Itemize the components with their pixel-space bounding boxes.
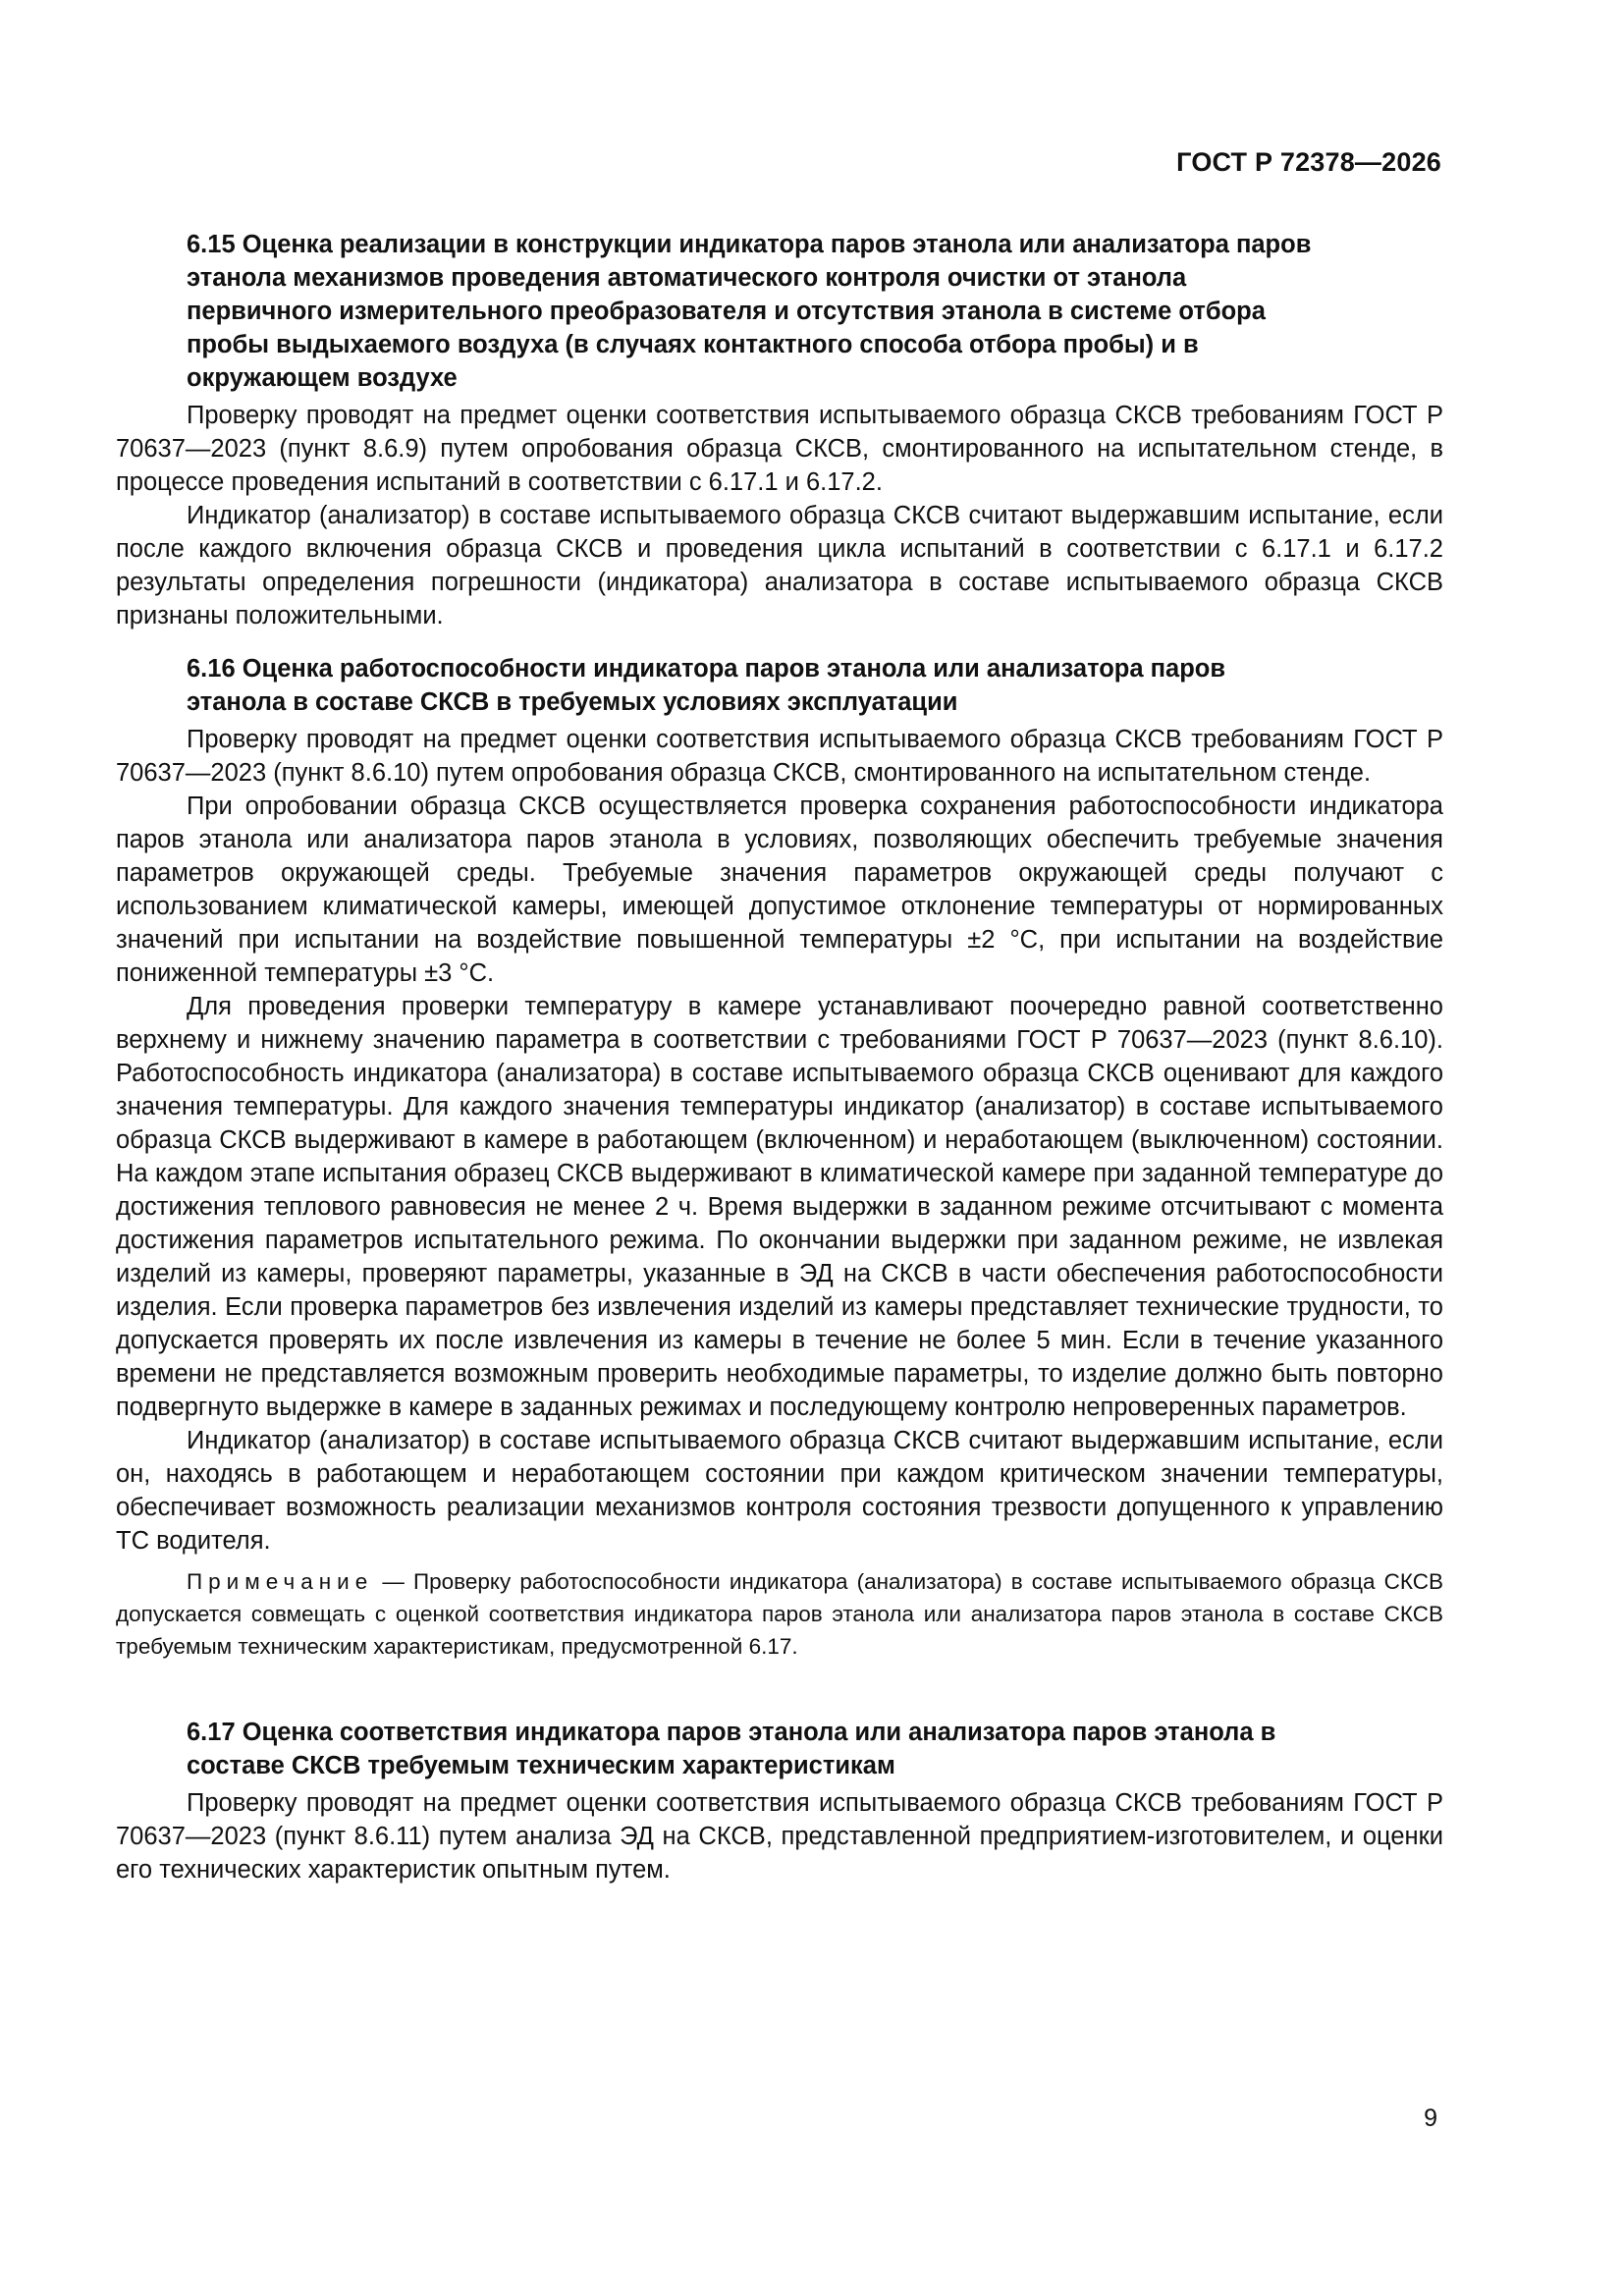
paragraph: Индикатор (анализатор) в составе испытываемого образца СКСВ считают выдержавшим испытание, если после каждого включения образца СКСВ и проведения цикла испытаний в соответствии с 6.17.1 и 6.17.2 результаты определения погрешности (индикатора) анализатора в составе испытываемого образца СКСВ признаны положительными. xyxy=(116,502,1443,629)
document-body xyxy=(116,228,1443,1906)
section-heading: 6.15 Оценка реализации в конструкции индикатора паров этанола или анализатора паров этанола механизмов проведения автоматического контроля очистки от этанола первичного измерительного преобразователя и отсутствия этанола в системе отбора пробы выдыхаемого воздуха (в случаях контактного способа отбора пробы) и в окружающем воздухе xyxy=(187,231,1312,392)
paragraph: Для проведения проверки температуру в камере устанавливают поочередно равной соответственно верхнему и нижнему значению параметра в соответствии с требованиями ГОСТ Р 70637—2023 (пункт 8.6.10). Работоспособность индикатора (анализатора) в составе испытываемого образца СКСВ оценивают для каждого значения температуры. Для каждого значения температуры индикатор (анализатор) в составе испытываемого образца СКСВ выдерживают в камере в работающем (включенном) и неработающем (выключенном) состоянии. На каждом этапе испытания образец СКСВ выдерживают в климатической камере при заданной температуре до достижения теплового равновесия не менее 2 ч. Время выдержки в заданном режиме отсчитывают с момента достижения параметров испытательного режима. По окончании выдержки при заданном режиме, не извлекая изделий из камеры, проверяют параметры, указанные в ЭД на СКСВ в части обеспечения работоспособности изделия. Если проверка параметров без извлечения изделий из камеры представляет технические трудности, то допускается проверять их после извлечения из камеры в течение не более 5 мин. Если в течение указанного времени не представляется возможным проверить необходимые параметры, то изделие должно быть повторно подвергнуто выдержке в камере в заданных режимах и последующему контролю непроверенных параметров. xyxy=(116,993,1443,1421)
note xyxy=(116,1565,1443,1663)
section-6-16 xyxy=(116,652,1443,1663)
section-heading: 6.17 Оценка соответствия индикатора паров этанола или анализатора паров этанола в составе СКСВ требуемым техническим характеристикам xyxy=(187,1719,1276,1779)
paragraph: Проверку проводят на предмет оценки соответствия испытываемого образца СКСВ требованиям ГОСТ Р 70637—2023 (пункт 8.6.11) путем анализа ЭД на СКСВ, представленной предприятием-изготовителем, и оценки его технических характеристик опытным путем. xyxy=(116,1789,1443,1884)
section-heading: 6.16 Оценка работоспособности индикатора паров этанола или анализатора паров этанола в составе СКСВ в требуемых условиях эксплуатации xyxy=(187,655,1226,716)
paragraph: При опробовании образца СКСВ осуществляется проверка сохранения работоспособности индикатора паров этанола или анализатора паров этанола в условиях, позволяющих обеспечить требуемые значения параметров окружающей среды. Требуемые значения параметров окружающей среды получают с использованием климатической камеры, имеющей допустимое отклонение температуры от нормированных значений при испытании на воздействие повышенной температуры ±2 °С, при испытании на воздействие пониженной температуры ±3 °С. xyxy=(116,793,1443,987)
note-text: — Проверку работоспособности индикатора (анализатора) в составе испытываемого образца СКСВ допускается совмещать с оценкой соответствия индикатора паров этанола или анализатора паров этанола в составе СКСВ требуемым техническим характеристикам, предусмотренной 6.17. xyxy=(116,1569,1443,1659)
document-id-header: ГОСТ Р 72378—2026 xyxy=(1176,147,1441,177)
paragraph: Индикатор (анализатор) в составе испытываемого образца СКСВ считают выдержавшим испытание, если он, находясь в работающем и неработающем состоянии при каждом критическом значении температуры, обеспечивает возможность реализации механизмов контроля состояния трезвости допущенного к управлению ТС водителя. xyxy=(116,1427,1443,1555)
note-label: Примечание xyxy=(187,1569,374,1594)
section-spacer xyxy=(116,1682,1443,1716)
paragraph: Проверку проводят на предмет оценки соответствия испытываемого образца СКСВ требованиям ГОСТ Р 70637—2023 (пункт 8.6.9) путем опробования образца СКСВ, смонтированного на испытательном стенде, в процессе проведения испытаний в соответствии с 6.17.1 и 6.17.2. xyxy=(116,402,1443,496)
section-6-15 xyxy=(116,228,1443,632)
section-6-17 xyxy=(116,1716,1443,1886)
page-number: 9 xyxy=(1424,2105,1437,2132)
paragraph: Проверку проводят на предмет оценки соответствия испытываемого образца СКСВ требованиям ГОСТ Р 70637—2023 (пункт 8.6.10) путем опробования образца СКСВ, смонтированного на испытательном стенде. xyxy=(116,726,1443,787)
